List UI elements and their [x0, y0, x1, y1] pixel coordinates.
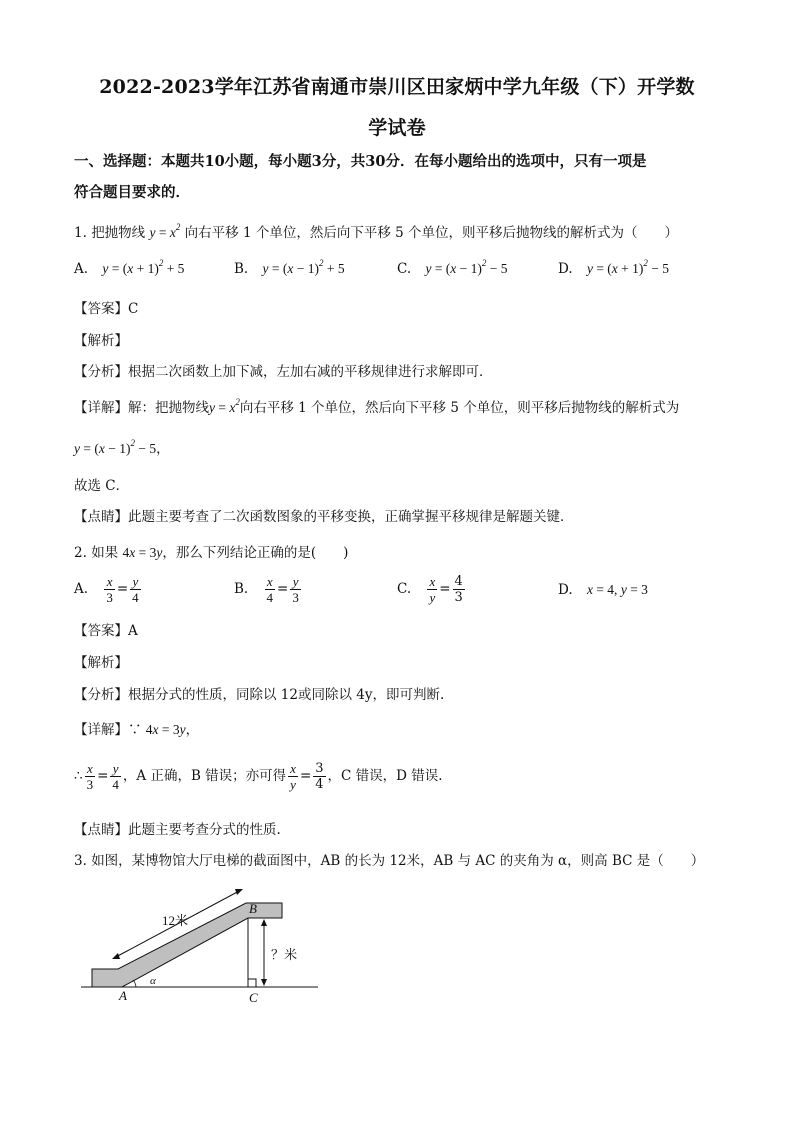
q1-option-c: C. $y = (x - 1)^2 - 5$: [397, 258, 508, 277]
q1-option-a: A. $y = (x + 1)^2 + 5$: [74, 258, 185, 277]
right-angle-mark: [248, 979, 256, 987]
q2-analysis-tag: 【解析】: [74, 655, 128, 671]
q2-conclusion: ∴ $\frac{x}{3}$ = $\frac{y}{4}$ ，A 正确，B 错误；亦可得 $\frac{x}{y}$ = $\frac{3}{4}$ ，C 错误，D 错误.: [74, 761, 443, 792]
question-1-stem-post: 向右平移 1 个单位，然后向下平移 5 个单位，则平移后抛物线的解析式为（ ）: [184, 225, 678, 241]
question-3-stem: 3. 如图，某博物馆大厅电梯的截面图中，AB 的长为 12米，AB 与 AC 的夹角为 α，则高 BC 是（ ）: [74, 853, 705, 869]
q1-fenxi: 【分析】根据二次函数上加下减，左加右减的平移规律进行求解即可．: [74, 364, 493, 380]
q2-fenxi: 【分析】根据分式的性质，同除以 12或同除以 4y，即可判断.: [74, 687, 445, 703]
q1-detail: 【详解】解：把抛物线$y = x^2$向右平移 1 个单位，然后向下平移 5 个单位，则平移后抛物线的解析式为: [74, 397, 680, 416]
q1-analysis-tag: 【解析】: [74, 333, 128, 349]
point-label-c: C: [249, 990, 258, 1005]
formula-parabola: $y = x^2$: [149, 222, 181, 240]
q1-option-d: D. $y = (x + 1)^2 - 5$: [558, 258, 670, 277]
page-title: 2022-2023学年江苏省南通市崇川区田家炳中学九年级（下）开学数: [99, 76, 695, 98]
height-label: ？米: [271, 947, 298, 962]
question-1-stem: [74, 221, 678, 241]
q2-comment: 【点睛】此题主要考查分式的性质.: [74, 822, 281, 838]
section-heading: 一、选择题：本题共10小题，每小题3分，共30分．在每小题给出的选项中，只有一项是: [74, 153, 647, 170]
escalator-figure: [78, 875, 323, 1010]
q1-option-b: B. $y = (x - 1)^2 + 5$: [234, 258, 345, 277]
angle-label: α: [150, 975, 156, 987]
q1-answer: 【答案】C: [74, 301, 139, 317]
question-number: 2.: [74, 545, 87, 561]
q1-conclusion: 故选 C．: [74, 478, 130, 494]
point-label-b: B: [249, 901, 257, 916]
section-heading-continued: 符合题目要求的．: [74, 184, 190, 201]
q2-detail: 【详解】∵ 4x = 3y，: [74, 722, 200, 738]
length-label: 12米: [162, 913, 189, 928]
question-number: 3.: [74, 853, 87, 869]
point-label-a: A: [119, 988, 127, 1003]
question-1-stem-pre: 把抛物线: [91, 225, 146, 241]
question-2-stem: 2. 如果 4x = 3y，那么下列结论正确的是( ): [74, 545, 349, 561]
q1-comment: 【点睛】此题主要考查了二次函数图象的平移变换，正确掌握平移规律是解题关键．: [74, 509, 574, 525]
formula-4x-3y: 4x = 3y: [122, 545, 163, 560]
q2-answer: 【答案】A: [74, 623, 138, 639]
question-number: 1.: [74, 225, 87, 241]
q2-option-c: C. $\frac{x}{y}$ = $\frac{4}{3}$: [397, 574, 463, 605]
angle-arc: [133, 980, 136, 987]
q2-option-a: A. $\frac{x}{3}$ = $\frac{y}{4}$: [74, 574, 139, 605]
page-title-continued: 学试卷: [368, 117, 426, 139]
q1-result: $y = (x - 1)^2 - 5$，: [74, 438, 170, 457]
q2-option-b: B. $\frac{x}{4}$ = $\frac{y}{3}$: [234, 574, 299, 605]
q2-option-d: D. x = 4, y = 3: [558, 582, 648, 598]
